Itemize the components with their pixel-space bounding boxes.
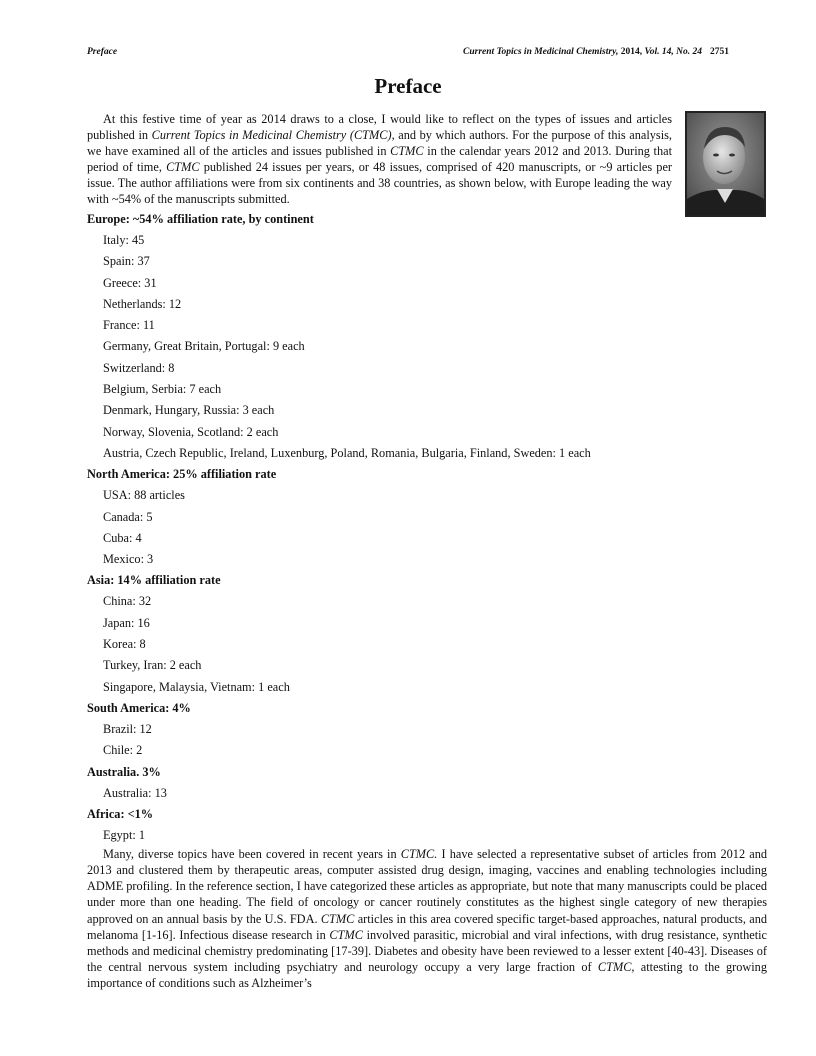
country-line: Italy: 45 [103,233,145,247]
continent-asia [87,570,767,697]
article-body [87,111,767,991]
country-line: Belgium, Serbia: 7 each [103,382,222,397]
ctmc-abbrev: CTMC [320,911,355,926]
continent-heading: Africa: <1% [87,806,154,821]
country-line: China: 32 [103,594,152,609]
continent-heading: North America: 25% affiliation rate [87,467,277,482]
closing-paragraph [87,846,767,991]
intro-text-4: published 24 issues per years, or 48 issues, comprised of 420 manuscripts, or ~9 articles per issue. The author affiliations were from six continents and 38 countries, as shown below, with Europe leading the way with ~54% of the manuscripts submitted. [87,160,673,206]
continent-europe [87,209,767,464]
journal-year: 2014, [618,47,645,57]
continent-heading: Europe: ~54% affiliation rate, by continent [87,212,314,226]
country-line: Cuba: 4 [103,530,142,545]
ctmc-abbrev: CTMC, [597,959,635,974]
ctmc-abbrev: CTMC [329,927,363,942]
continent-australia [87,762,767,804]
continent-africa [87,804,767,846]
continent-north-america [87,464,767,570]
country-line: Denmark, Hungary, Russia: 3 each [103,403,275,418]
closing-text-5: attesting to the growing importance of conditions such as Alzheimer’s [87,959,767,990]
country-line: Brazil: 12 [103,721,152,736]
closing-text-2: I have selected a representative subset of articles from 2012 and 2013 and clustered them by therapeutic areas, computer assisted drug design, imaging, vaccines and enabling technologies including ADME profiling. In the reference section, I have categorized these articles as appropriate, but note that many manuscripts could be placed under more than one heading. The field of oncology or cancer routinely constitutes as the highest single category of new therapies approved on an annual basis by the U.S. FDA. [87,847,767,926]
continent-heading: Asia: 14% affiliation rate [87,573,221,588]
country-line: Japan: 16 [103,615,150,630]
country-line: Norway, Slovenia, Scotland: 2 each [103,424,279,439]
country-line: France: 11 [103,318,155,333]
country-line: Germany, Great Britain, Portugal: 9 each [103,339,305,354]
country-line: Austria, Czech Republic, Ireland, Luxenburg, Poland, Romania, Bulgaria, Finland, Sweden: 1 each [103,445,591,460]
page-number: 2751 [710,47,729,57]
running-header [87,47,729,61]
country-line: Turkey, Iran: 2 each [103,658,202,673]
country-line: Korea: 8 [103,637,146,652]
closing-text-1: Many, diverse topics have been covered in recent years in [103,847,401,862]
ctmc-abbrev: CTMC. [400,847,438,862]
country-line: Singapore, Malaysia, Vietnam: 1 each [103,679,290,694]
intro-text-1: At this festive time of year as 2014 draws to a close, I would like to reflect on the types of issues and articles published in [87,112,672,142]
section-label: Preface [87,47,118,57]
country-line: Netherlands: 12 [103,296,182,311]
continent-heading: South America: 4% [87,700,191,715]
continent-south-america [87,698,767,762]
country-line: Canada: 5 [103,509,153,524]
intro-text-3: in the calendar years 2012 and 2013. During that period of time, [87,144,672,174]
ctmc-abbrev: CTMC [166,160,200,174]
country-line: Chile: 2 [103,743,143,758]
journal-name: Current Topics in Medicinal Chemistry, [463,47,619,57]
journal-title-italic: Current Topics in Medicinal Chemistry (CTMC) [151,128,392,142]
country-line: Mexico: 3 [103,552,154,567]
continent-heading: Australia. 3% [87,764,161,779]
country-line: Switzerland: 8 [103,360,175,375]
intro-text-2: , and by which authors. For the purpose of this analysis, we have examined all of the articles and issues published in [87,128,672,158]
country-line: USA: 88 articles [103,488,185,503]
country-line: Spain: 37 [103,254,150,269]
journal-citation [463,47,729,57]
page-title: Preface [374,74,442,98]
intro-paragraph [87,111,672,207]
ctmc-abbrev: CTMC [390,144,424,158]
journal-volume: Vol. 14, No. 24 [644,47,702,57]
closing-text-4: involved parasitic, microbial and viral infections, with drug resistance, synthetic methods and medicinal chemistry predominating [17-39]. Diabetes and obesity have been reviewed to a lesser extent [40-43]. Diseases of the central nervous system including psychiatry and neurology occupy a very large fraction of [87,927,767,974]
country-line: Australia: 13 [103,785,167,800]
closing-text-3: articles in this area covered specific target-based approaches, natural products, and melanoma [1-16]. Infectious disease research in [87,911,767,942]
country-line: Greece: 31 [103,275,157,290]
country-line: Egypt: 1 [103,827,146,842]
